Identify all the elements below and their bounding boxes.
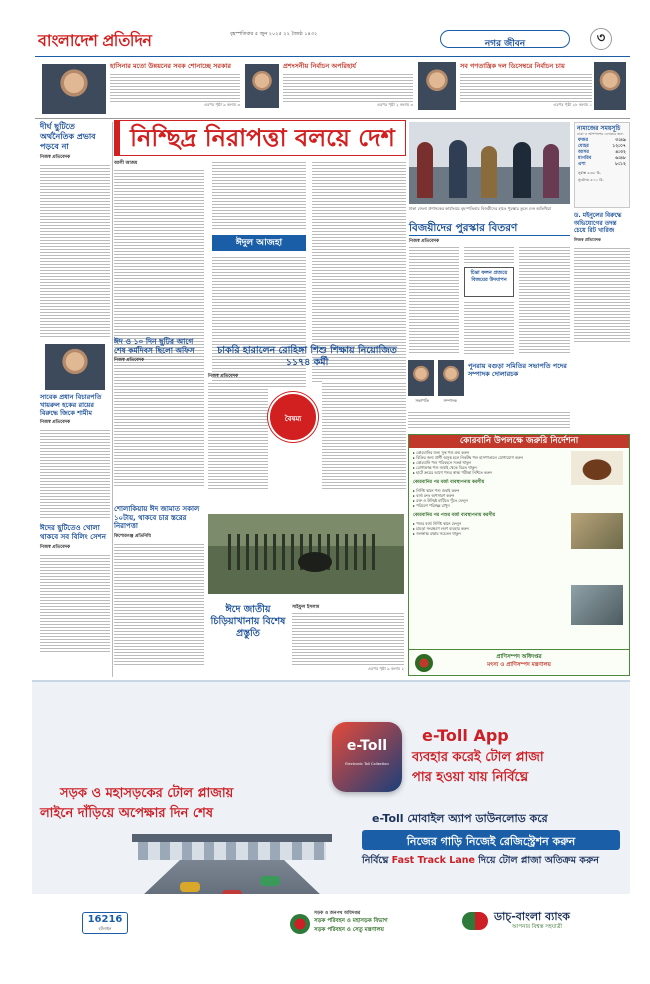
livestock-photo-3 <box>571 585 623 625</box>
jobs-text-2 <box>322 381 406 491</box>
lead-subhead: ঈদুল আজহা <box>212 235 306 251</box>
namaz-time: ১২:০৭ <box>612 144 626 149</box>
ad-footer <box>32 894 630 954</box>
car-icon <box>260 876 280 886</box>
right-story-text <box>574 246 630 344</box>
jobs-headline[interactable]: চাকরি হারালেন রোহিঙ্গা শিশু শিক্ষায় নিয়োজিত ১১৭৪ কর্মী <box>217 345 397 368</box>
left-byline-2: নিজস্ব প্রতিবেদক <box>40 420 71 425</box>
top-story-2-title: প্রশংসনীয় নির্বাচন অপরিহার্য <box>283 62 357 70</box>
shola-text <box>114 542 204 667</box>
livestock-item: ▸ রোগাক্রান্ত পশু জবাই থেকে বিরত থাকুন <box>413 465 477 470</box>
livestock-item: ▸ হাটে ক্রয়ের আগে পশুর স্বাস্থ্য পরীক্ষা নিশ্চিত করুন <box>413 470 492 475</box>
livestock-title[interactable]: কোরবানি উপলক্ষে জরুরি নির্দেশনা <box>409 435 629 448</box>
namaz-title: নামাজের সময়সূচি <box>577 125 621 132</box>
namaz-time: ৩:৪৯ <box>615 138 626 143</box>
livestock-item: ▸ পরিবেশ পরিচ্ছন্ন রাখুন <box>413 503 450 508</box>
ad-fasttrack <box>362 854 620 869</box>
ad-left-line-2: লাইনে দাঁড়িয়ে অপেক্ষার দিন শেষ <box>40 806 213 821</box>
top-story-1[interactable] <box>110 62 240 109</box>
masthead-rule <box>35 56 630 57</box>
bogura-photos <box>408 360 464 406</box>
etoll-logo[interactable] <box>332 722 402 792</box>
ad-fasttrack-pre: নির্বিঘ্নে <box>362 855 389 866</box>
right-story-headline: ড. মইনুলের বিরুদ্ধে অভিযোগের তদন্ত চেয়ে রিট খারিজ <box>574 212 622 234</box>
lead-col-2 <box>212 160 306 230</box>
top-photo-2 <box>245 64 279 108</box>
prize-text-3 <box>464 300 514 355</box>
jobs-byline: নিজস্ব প্রতিবেদক <box>208 374 239 379</box>
left-text-1 <box>40 163 110 338</box>
left-head-2[interactable]: সাবেক প্রধান বিচারপতি খায়রুল হকের রায়ের বিরুদ্ধে জিকে শামীম <box>40 393 102 417</box>
bogura-name: সভাপতি <box>415 398 429 403</box>
prize-inset: চিন্তা ফলন প্রত্যয়ে বিজয়ের উদযাপন <box>464 267 514 297</box>
livestock-list-2 <box>409 486 569 510</box>
ad-register-button[interactable] <box>362 830 620 850</box>
top-photo-3 <box>418 62 456 110</box>
masthead-dateline: বৃহস্পতিবার ৫ জুন ২০২৫ ২২ জ্যৈষ্ঠ ১৪৩২ <box>230 31 318 37</box>
bogura-name: সম্পাদক <box>443 398 457 403</box>
livestock-item: ▸ রক্ত ও উচ্ছিষ্ট মাটিতে পুঁতে ফেলুন <box>413 498 468 503</box>
livestock-list-1 <box>409 448 569 477</box>
page-number: ৩ <box>590 28 612 50</box>
bogura-photo-1 <box>408 360 434 396</box>
ad-download-text: e-Toll মোবাইল অ্যাপ ডাউনলোড করে <box>372 812 548 825</box>
lead-headline[interactable]: নিশ্ছিদ্র নিরাপত্তা বলয়ে দেশ <box>114 120 406 156</box>
livestock-item: ▸ বিক্রির জন্য প্রাণী অসুস্থ হলে নিকটস্থ পশু হাসপাতালে যোগাযোগ করুন <box>413 455 523 460</box>
top-story-2[interactable] <box>283 62 413 109</box>
left-text-3 <box>40 553 110 653</box>
top-story-1-text <box>110 72 240 102</box>
namaz-box <box>574 122 630 208</box>
eid-story[interactable] <box>114 337 204 486</box>
left-column-rule <box>112 122 113 677</box>
masthead-logo[interactable]: বাংলাদেশ প্রতিদিন <box>38 31 152 50</box>
etoll-ad[interactable] <box>32 680 630 953</box>
bogura-photo-2 <box>438 360 464 396</box>
ad-right-line-1: ব্যবহার করেই টোল প্লাজা <box>412 750 544 765</box>
left-text-2 <box>40 428 110 518</box>
namaz-time: ৬:৪৮ <box>615 156 626 161</box>
ad-ministry-2: সড়ক পরিবহন ও মহাসড়ক বিভাগ <box>314 918 388 924</box>
top-story-3[interactable] <box>460 62 592 109</box>
car-icon <box>180 882 200 892</box>
livestock-sub-2: কোরবানির পর বর্জ্য ব্যবস্থাপনায় করণীয় <box>413 480 485 485</box>
livestock-item: ▸ কোরবানি পশু পরিবহনে সতর্ক থাকুন <box>413 460 471 465</box>
livestock-footer <box>409 649 629 675</box>
livestock-item: ▸ নির্দিষ্ট স্থানে পশু জবাই করুন <box>413 488 460 493</box>
ad-register-text: নিজের গাড়ি নিজেই রেজিস্ট্রেশন করুন <box>406 835 576 848</box>
top-story-3-text <box>460 72 592 102</box>
jobs-stamp-text: বৈষম্য <box>284 415 302 423</box>
prize-text-4 <box>519 245 570 355</box>
top-photo-1 <box>42 64 106 114</box>
right-story-byline: নিজস্ব প্রতিবেদক <box>574 236 601 242</box>
prize-text-2 <box>464 245 514 265</box>
bank-tag: আপনার বিশ্বস্ত সহযাত্রী <box>512 924 563 930</box>
top-story-1-title: হাসিনার মতো উন্নয়নের সবক শোনাচ্ছে সরকার <box>110 62 231 70</box>
eid-text <box>114 366 204 486</box>
ad-right-title: e-Toll App <box>422 726 509 745</box>
left-column <box>40 122 110 677</box>
hotline-badge[interactable] <box>82 912 128 934</box>
prize-text-1 <box>409 245 459 355</box>
livestock-footer-org: প্রাণিসম্পদ অধিদপ্তর <box>496 654 542 660</box>
gov-seal-icon <box>415 654 433 672</box>
livestock-item: ▸ কোরবানির জন্য সুস্থ পশু ক্রয় করুন <box>413 450 470 455</box>
livestock-footer-ministry: মৎস্য ও প্রাণিসম্পদ মন্ত্রণালয় <box>487 662 551 668</box>
eid-byline: নিজস্ব প্রতিবেদক <box>114 358 145 363</box>
ad-fasttrack-post: দিয়ে টোল প্লাজা অতিক্রম করুন <box>478 855 599 866</box>
livestock-list-3 <box>409 519 569 538</box>
right-story[interactable] <box>574 212 630 357</box>
livestock-photo-2 <box>571 513 623 549</box>
namaz-sunrise: সূর্যাস্ত ৬:৪৮ মি. <box>578 171 601 175</box>
livestock-cow-photo <box>571 451 623 485</box>
namaz-name: আসর <box>578 150 589 155</box>
continued-2: এরপর পৃষ্ঠা ২ কলাম ৩ <box>376 102 413 107</box>
jobs-text-1 <box>208 381 268 491</box>
hotline-note: হটলাইন <box>98 926 112 931</box>
namaz-name: যোহর <box>578 144 589 149</box>
continued-3: এরপর পৃষ্ঠা ২৮ কলাম ১ <box>553 102 592 107</box>
zoo-photo <box>208 514 404 594</box>
ad-fasttrack-lane: Fast Track Lane <box>391 855 475 866</box>
ad-left-line-1: সড়ক ও মহাসড়কের টোল প্লাজায় <box>60 786 234 801</box>
namaz-name: ফজর <box>578 138 588 143</box>
hotline-number: 16216 <box>87 914 123 925</box>
prize-headline[interactable]: বিজয়ীদের পুরস্কার বিতরণ <box>409 222 570 236</box>
namaz-name: এশা <box>578 162 586 167</box>
livestock-item: ▸ বর্জ্য দ্রুত অপসারণ করুন <box>413 493 455 498</box>
zoo-text <box>292 611 404 666</box>
left-head-1[interactable]: দীর্ঘ ছুটিতে অর্থনৈতিক প্রভাব পড়বে না <box>40 122 96 151</box>
livestock-sub-3: কোরবানির পর পশুর বর্জ্য ব্যবস্থাপনায় করণীয় <box>413 513 496 518</box>
continued-1: এরপর পৃষ্ঠা ৯ কলাম ৩ <box>203 102 240 107</box>
top-story-2-text <box>283 72 413 102</box>
jobs-stamp <box>268 392 318 442</box>
left-head-3[interactable]: ঈদের ছুটিতেও খোলা থাকবে সব বিলিং সেশন <box>40 524 106 541</box>
eid-headline: ঈদ ও ১০ দিন ছুটির আগে শেষ কর্মদিবস ছিলো অফিস <box>114 337 195 355</box>
left-byline-3: নিজস্ব প্রতিবেদক <box>40 545 71 550</box>
livestock-item: ▸ পশুর বর্জ্য নির্দিষ্ট স্থানে ফেলুন <box>413 521 462 526</box>
section-tab[interactable] <box>440 30 570 48</box>
livestock-item: ▸ চামড়া সংরক্ষণে লবণ ব্যবহার করুন <box>413 526 469 531</box>
top-photo-4 <box>594 62 626 110</box>
prize-byline: নিজস্ব প্রতিবেদক <box>409 239 440 244</box>
namaz-sunset: সূর্যোদয় ৫:১১ মি. <box>578 178 604 182</box>
bank-logo-icon <box>462 912 488 930</box>
prize-caption: ঢাকা জেলা প্রশাসকের কার্যালয়ে বৃহস্পতিবার বিজয়ীদের হাতে পুরস্কার তুলে দেন অতিথিরা <box>409 206 552 211</box>
bogura-text <box>408 410 570 430</box>
gov-logo-icon <box>290 914 310 934</box>
lead-byline: আলী আজম <box>114 161 138 166</box>
prize-photo <box>409 122 570 204</box>
masthead <box>30 28 630 58</box>
top-story-3-title: সব গণতান্ত্রিক দল ডিসেম্বরে নির্বাচন চায় <box>460 62 565 70</box>
livestock-item: ▸ জনস্বাস্থ্য রক্ষায় সচেতন থাকুন <box>413 531 461 536</box>
namaz-time: ৪:৩২ <box>615 150 626 155</box>
bogura-headline[interactable]: পুনরায় বগুড়া সমিতির সভাপতি পদের সম্পাদক দোলারচক <box>468 362 567 378</box>
bank-name[interactable]: ডাচ্-বাংলা ব্যাংক <box>494 910 570 923</box>
ad-ministry-1: সড়ক ও জনপথ অধিদপ্তর <box>314 911 361 916</box>
namaz-row <box>578 162 626 168</box>
zoo-continued: এরপর পৃষ্ঠা ৯ কলাম ২ <box>367 666 404 671</box>
namaz-name: মাগরিব <box>578 156 592 161</box>
section-title: নগর জীবন <box>484 39 526 49</box>
etoll-logo-text: e-Toll <box>346 738 388 754</box>
bogura-names <box>408 398 464 405</box>
namaz-rows <box>575 136 629 170</box>
shola-byline: কিশোরগঞ্জ প্রতিনিধি <box>114 533 151 539</box>
left-byline-1: নিজস্ব প্রতিবেদক <box>40 155 71 160</box>
ad-right-line-2: পার হওয়া যায় নির্বিঘ্নে <box>412 770 529 785</box>
shola-story[interactable] <box>114 505 204 667</box>
left-photo-2 <box>45 344 105 390</box>
ad-ministry-3: সড়ক পরিবহন ও সেতু মন্ত্রণালয় <box>314 927 384 933</box>
zoo-byline: সাইফুল ইসলাম <box>292 605 320 610</box>
shola-headline: শোলাকিয়ায় ঈদ জামাত সকাল ১০টায়, থাকবে চার স্তরের নিরাপত্তা <box>114 505 200 530</box>
top-strip-rule <box>35 118 630 119</box>
etoll-logo-sub: Electronic Toll Collection <box>345 762 389 766</box>
namaz-subtitle: ঢাকা ও আশপাশের এলাকার জন্য <box>577 132 624 136</box>
livestock-box <box>408 434 630 676</box>
zoo-headline[interactable]: ঈদে জাতীয় চিড়িয়াখানায় বিশেষ প্রস্তুতি <box>210 604 286 639</box>
namaz-time: ৮:১২ <box>615 162 626 167</box>
